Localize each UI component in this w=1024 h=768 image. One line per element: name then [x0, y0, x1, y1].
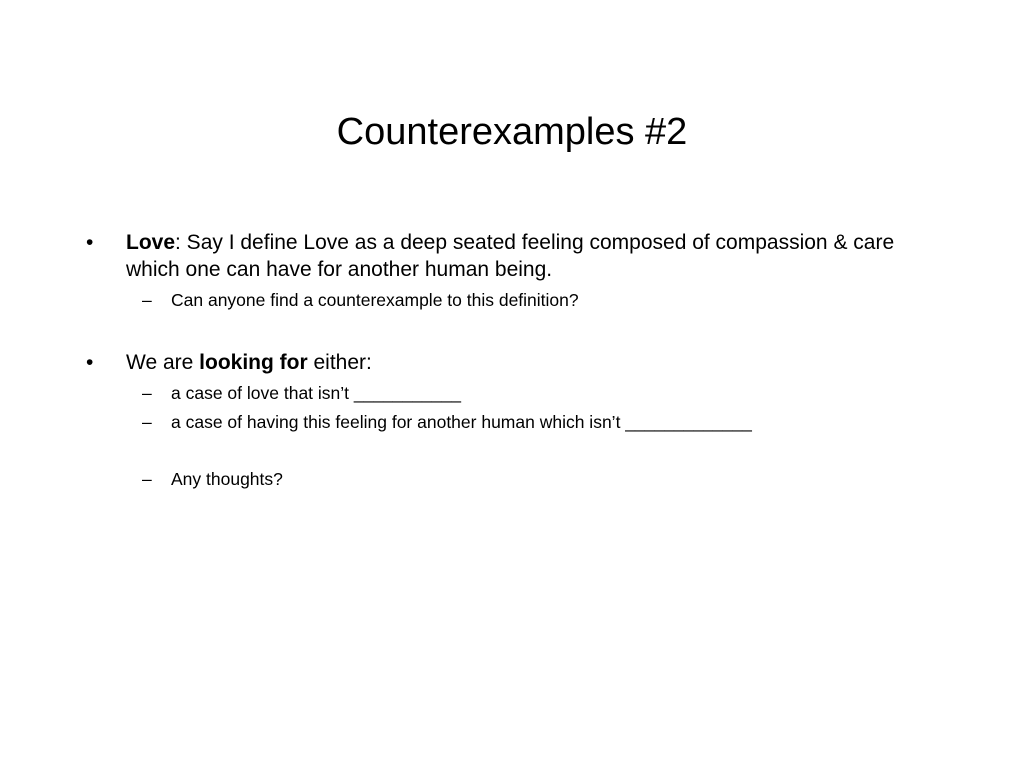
slide-title: Counterexamples #2 — [336, 111, 688, 153]
bullet-bold-term: looking for — [199, 351, 308, 374]
sub-item-text: Can anyone find a counterexample to this definition? — [171, 290, 579, 310]
sub-item-text: a case of love that isn’t ___________ — [171, 383, 461, 403]
bullet-text — [126, 349, 926, 376]
bullet-body: either: — [307, 351, 372, 374]
sub-item-text: a case of having this feeling for another human which isn’t _____________ — [171, 412, 752, 432]
bullet-marker: • — [86, 231, 94, 254]
sub-item-text: Any thoughts? — [171, 469, 283, 489]
sub-marker: – — [142, 412, 152, 432]
sub-marker: – — [142, 383, 152, 403]
bullet-body: : Say I define Love as a deep seated feeling composed of compassion & care which one can have for another human being. — [126, 231, 895, 281]
sub-marker: – — [142, 469, 152, 489]
bullet-marker: • — [86, 351, 94, 374]
bullet-bold-term: Love — [126, 231, 176, 254]
sub-marker: – — [142, 290, 152, 310]
bullet-lead: We are — [126, 351, 200, 374]
bullet-text — [126, 229, 926, 283]
